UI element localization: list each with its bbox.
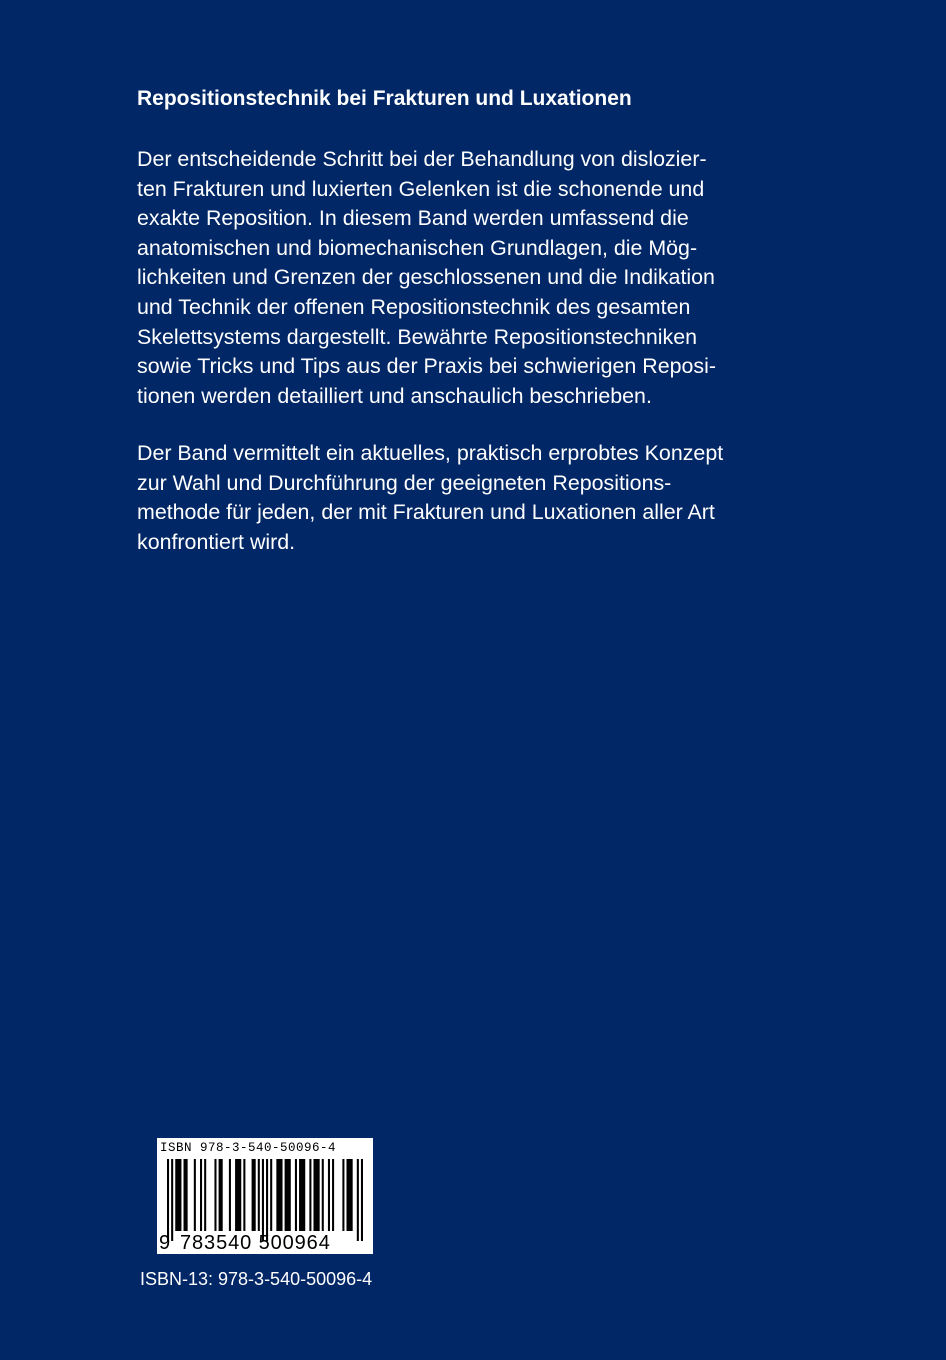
barcode-bar bbox=[194, 1159, 196, 1231]
barcode-bar bbox=[204, 1159, 206, 1231]
barcode-first-digit: 9 bbox=[159, 1232, 171, 1254]
barcode-digit-groups: 783540 500964 bbox=[180, 1232, 331, 1254]
barcode-bar bbox=[243, 1159, 245, 1231]
barcode-isbn-label: ISBN 978-3-540-50096-4 bbox=[160, 1141, 337, 1155]
barcode-bar bbox=[252, 1159, 256, 1231]
barcode-guard-bar bbox=[171, 1159, 173, 1241]
barcode-bar bbox=[285, 1159, 291, 1231]
barcode-bar bbox=[200, 1159, 202, 1231]
barcode-bars bbox=[167, 1159, 363, 1241]
barcode-bar bbox=[342, 1159, 344, 1231]
barcode-bar bbox=[276, 1159, 282, 1231]
text-line: tionen werden detailliert und anschaulich beschrieben. bbox=[137, 383, 652, 408]
isbn-barcode bbox=[157, 1138, 373, 1254]
barcode-bar bbox=[332, 1159, 334, 1231]
description-paragraph-1 bbox=[137, 145, 716, 411]
text-line: ten Frakturen und luxierten Gelenken ist die schonende und bbox=[137, 176, 705, 201]
text-line: zur Wahl und Durchführung der geeigneten Repositions- bbox=[137, 470, 672, 495]
text-line: Der Band vermittelt ein aktuelles, praktisch erprobtes Konzept bbox=[137, 441, 724, 465]
text-line: konfrontiert wird. bbox=[137, 529, 296, 554]
barcode-bar bbox=[229, 1159, 231, 1231]
text-line: exakte Reposition. In diesem Band werden umfassend die bbox=[137, 206, 689, 231]
description-paragraph-2 bbox=[137, 439, 723, 557]
barcode-guard-bar bbox=[266, 1159, 268, 1241]
text-line: anatomischen und biomechanischen Grundlagen, die Mög- bbox=[137, 235, 698, 260]
barcode-bar bbox=[258, 1159, 260, 1231]
cover-title: Repositionstechnik bei Frakturen und Luxationen bbox=[137, 87, 632, 110]
barcode-bar bbox=[328, 1159, 330, 1231]
barcode-bar bbox=[175, 1159, 181, 1231]
barcode-bar bbox=[235, 1159, 241, 1231]
isbn-13-label: ISBN-13: 978-3-540-50096-4 bbox=[140, 1269, 373, 1289]
barcode-bar bbox=[309, 1159, 311, 1231]
text-line: Der entscheidende Schritt bei der Behandlung von dislozier- bbox=[137, 147, 707, 171]
text-line: sowie Tricks und Tips aus der Praxis bei schwierigen Reposi- bbox=[137, 354, 716, 379]
barcode-bar bbox=[295, 1159, 297, 1231]
barcode-bar bbox=[313, 1159, 319, 1231]
barcode-bar bbox=[299, 1159, 305, 1231]
barcode-guard-bar bbox=[357, 1159, 359, 1241]
barcode-bar bbox=[322, 1159, 324, 1231]
barcode-guard-bar bbox=[262, 1159, 264, 1241]
text-line: und Technik der offenen Repositionstechnik des gesamten bbox=[137, 294, 691, 319]
barcode-guard-bar bbox=[361, 1159, 363, 1241]
barcode-bar bbox=[214, 1159, 216, 1231]
barcode-bar bbox=[219, 1159, 223, 1231]
text-line: methode für jeden, der mit Frakturen und Luxationen aller Art bbox=[137, 500, 715, 525]
barcode-bar bbox=[346, 1159, 352, 1231]
text-line: lichkeiten und Grenzen der geschlossenen und die Indikation bbox=[137, 265, 715, 290]
text-line: Skelettsystems dargestellt. Bewährte Repositionstechniken bbox=[137, 324, 698, 349]
barcode-bar bbox=[184, 1159, 188, 1231]
barcode-bar bbox=[270, 1159, 272, 1231]
barcode-guard-bar bbox=[167, 1159, 169, 1241]
